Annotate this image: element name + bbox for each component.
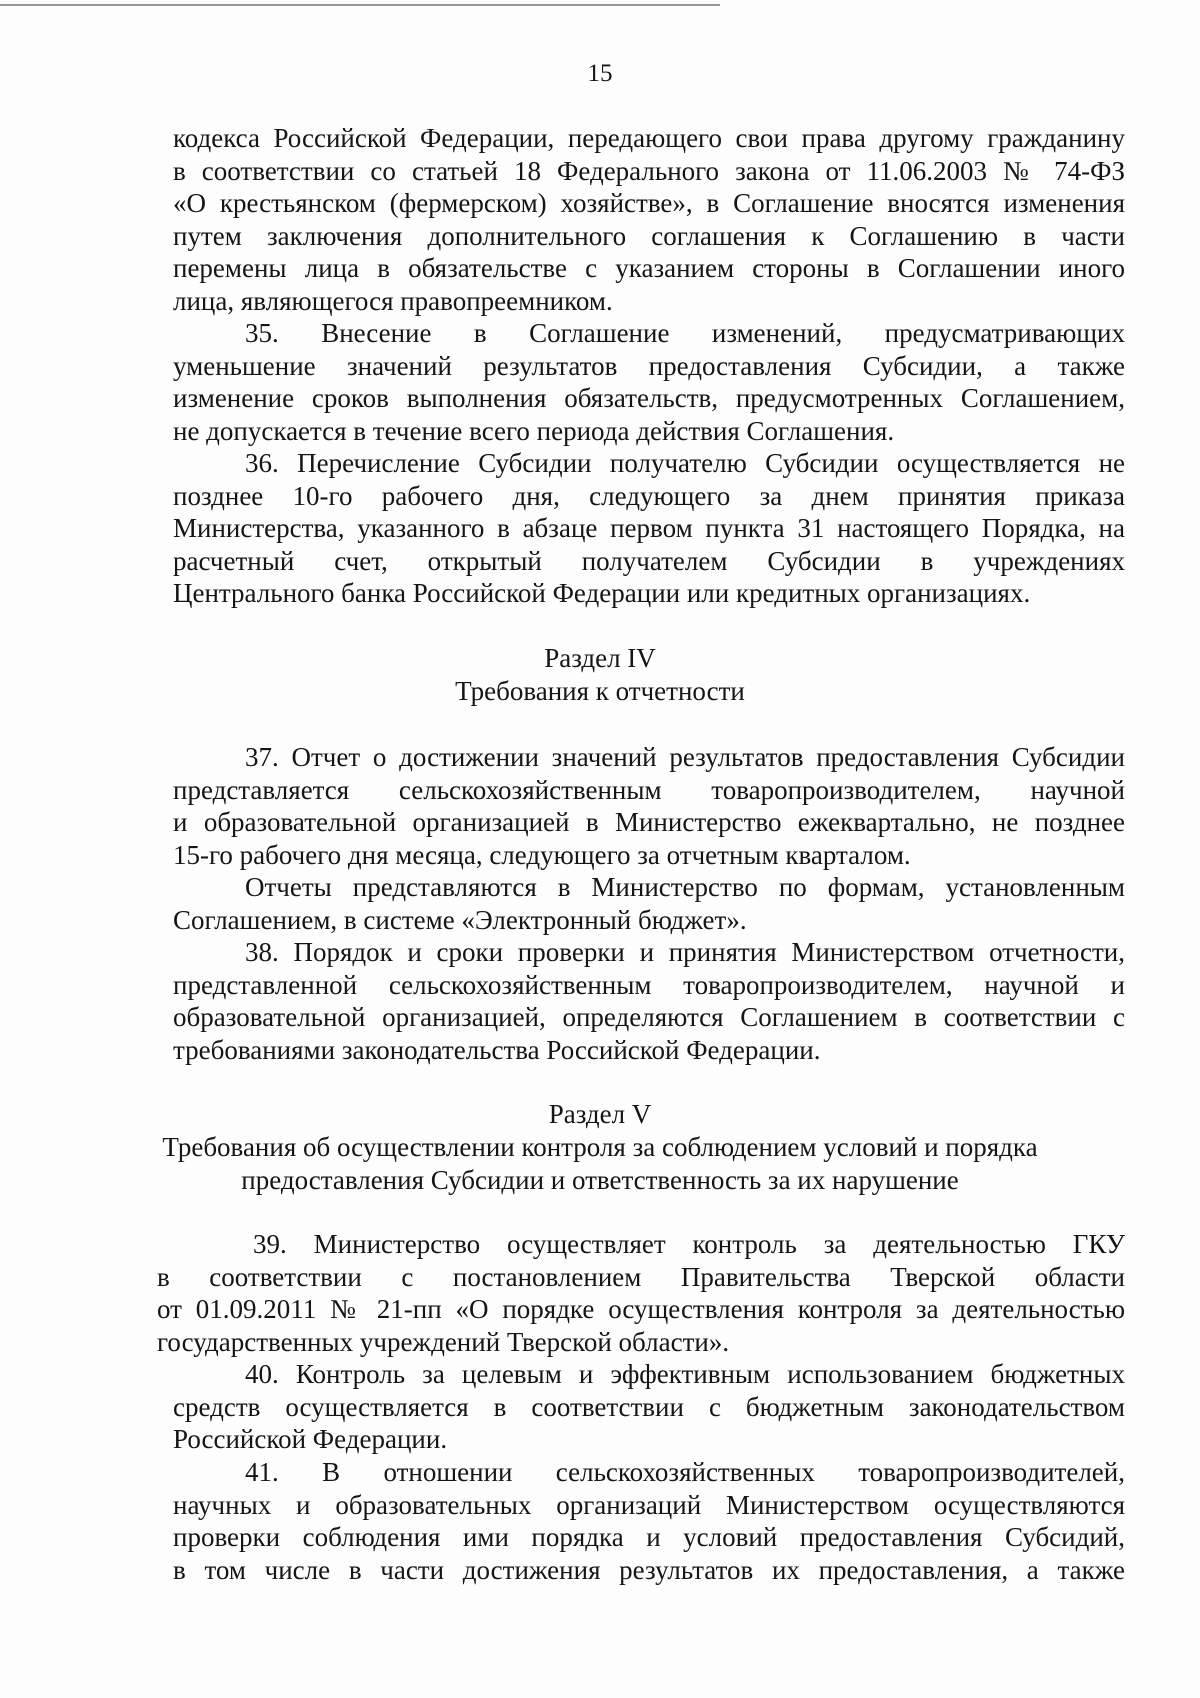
section-4-title: Требования к отчетности <box>455 676 745 706</box>
text-line: 15-го рабочего дня месяца, следующего за отчетным кварталом. <box>173 839 911 870</box>
section-5-heading <box>0 1098 1200 1197</box>
text-line: 40. Контроль за целевым и эффективным использованием бюджетных <box>245 1359 1125 1389</box>
section-4-label: Раздел IV <box>544 643 656 673</box>
text-line: Отчеты представляются в Министерство по формам, установленным <box>245 872 1125 902</box>
paragraph-35 <box>173 317 1125 447</box>
text-line: в том числе в части достижения результатов их предоставления, а также <box>173 1554 1125 1585</box>
section-5-title-line-1: Требования об осуществлении контроля за соблюдением условий и порядка <box>162 1132 1038 1162</box>
paragraph-40 <box>173 1358 1125 1456</box>
text-line: 36. Перечисление Субсидии получателю Субсидии осуществляется не <box>245 448 1125 478</box>
text-line: в соответствии со статьей 18 Федерального закона от 11.06.2003 № 74-ФЗ <box>173 155 1125 186</box>
paragraph-36 <box>173 447 1125 610</box>
text-line: Министерства, указанного в абзаце первом пункта 31 настоящего Порядка, на <box>173 513 1125 543</box>
text-line: Центрального банка Российской Федерации или кредитных организациях. <box>173 578 1031 608</box>
text-line: образовательной организацией, определяются Соглашением в соответствии с <box>173 1002 1125 1032</box>
text-line: требованиями законодательства Российской Федерации. <box>173 1034 821 1065</box>
text-line: в соответствии с постановлением Правительства Тверской области <box>157 1261 1125 1292</box>
text-line: кодекса Российской Федерации, передающего свои права другому гражданину <box>173 123 1125 153</box>
text-line: от 01.09.2011 № 21-пп «О порядке осуществления контроля за деятельностью <box>157 1294 1125 1324</box>
text-line: средств осуществляется в соответствии с бюджетным законодательством <box>173 1391 1125 1422</box>
text-line: 39. Министерство осуществляет контроль за деятельностью ГКУ <box>253 1229 1125 1259</box>
text-line: 41. В отношении сельскохозяйственных товаропроизводителей, <box>245 1457 1125 1487</box>
text-line: и образовательной организацией в Министерство ежеквартально, не позднее <box>173 807 1125 837</box>
text-line: лица, являющегося правопреемником. <box>173 285 613 316</box>
text-line: 38. Порядок и сроки проверки и принятия Министерством отчетности, <box>245 937 1125 967</box>
text-line: 37. Отчет о достижении значений результатов предоставления Субсидии <box>245 742 1125 772</box>
page-number: 15 <box>587 60 613 87</box>
paragraph-37 <box>173 741 1125 871</box>
top-scan-border <box>0 4 720 6</box>
text-line: Соглашением, в системе «Электронный бюджет». <box>173 904 747 935</box>
text-line: проверки соблюдения ими порядка и условий предоставления Субсидий, <box>173 1522 1125 1552</box>
text-line: позднее 10-го рабочего дня, следующего за днем принятия приказа <box>173 480 1125 511</box>
text-line: представленной сельскохозяйственным товаропроизводителем, научной и <box>173 969 1125 1000</box>
text-line: представляется сельскохозяйственным товаропроизводителем, научной <box>173 774 1125 805</box>
section-4-heading <box>0 642 1200 708</box>
paragraph-37-reports <box>173 871 1125 936</box>
text-line: расчетный счет, открытый получателем Субсидии в учреждениях <box>173 545 1125 576</box>
paragraph-41 <box>173 1456 1125 1586</box>
text-line: Российской Федерации. <box>173 1424 448 1454</box>
paragraph-39 <box>157 1228 1125 1358</box>
text-line: уменьшение значений результатов предоставления Субсидии, а также <box>173 350 1125 381</box>
text-line: 35. Внесение в Соглашение изменений, предусматривающих <box>245 318 1125 348</box>
text-line: «О крестьянском (фермерском) хозяйстве», в Соглашение вносятся изменения <box>173 188 1125 218</box>
paragraph-continuation <box>173 122 1125 317</box>
paragraph-38 <box>173 936 1125 1066</box>
text-line: научных и образовательных организаций Министерством осуществляются <box>173 1489 1125 1520</box>
text-line: государственных учреждений Тверской области». <box>157 1326 730 1357</box>
text-line: изменение сроков выполнения обязательств, предусмотренных Соглашением, <box>173 383 1125 413</box>
text-line: не допускается в течение всего периода действия Соглашения. <box>173 415 895 446</box>
text-line: перемены лица в обязательстве с указанием стороны в Соглашении иного <box>173 253 1125 283</box>
section-5-title-line-2: предоставления Субсидии и ответственность за их нарушение <box>241 1165 959 1195</box>
text-line: путем заключения дополнительного соглашения к Соглашению в части <box>173 220 1125 251</box>
section-5-label: Раздел V <box>548 1099 652 1129</box>
